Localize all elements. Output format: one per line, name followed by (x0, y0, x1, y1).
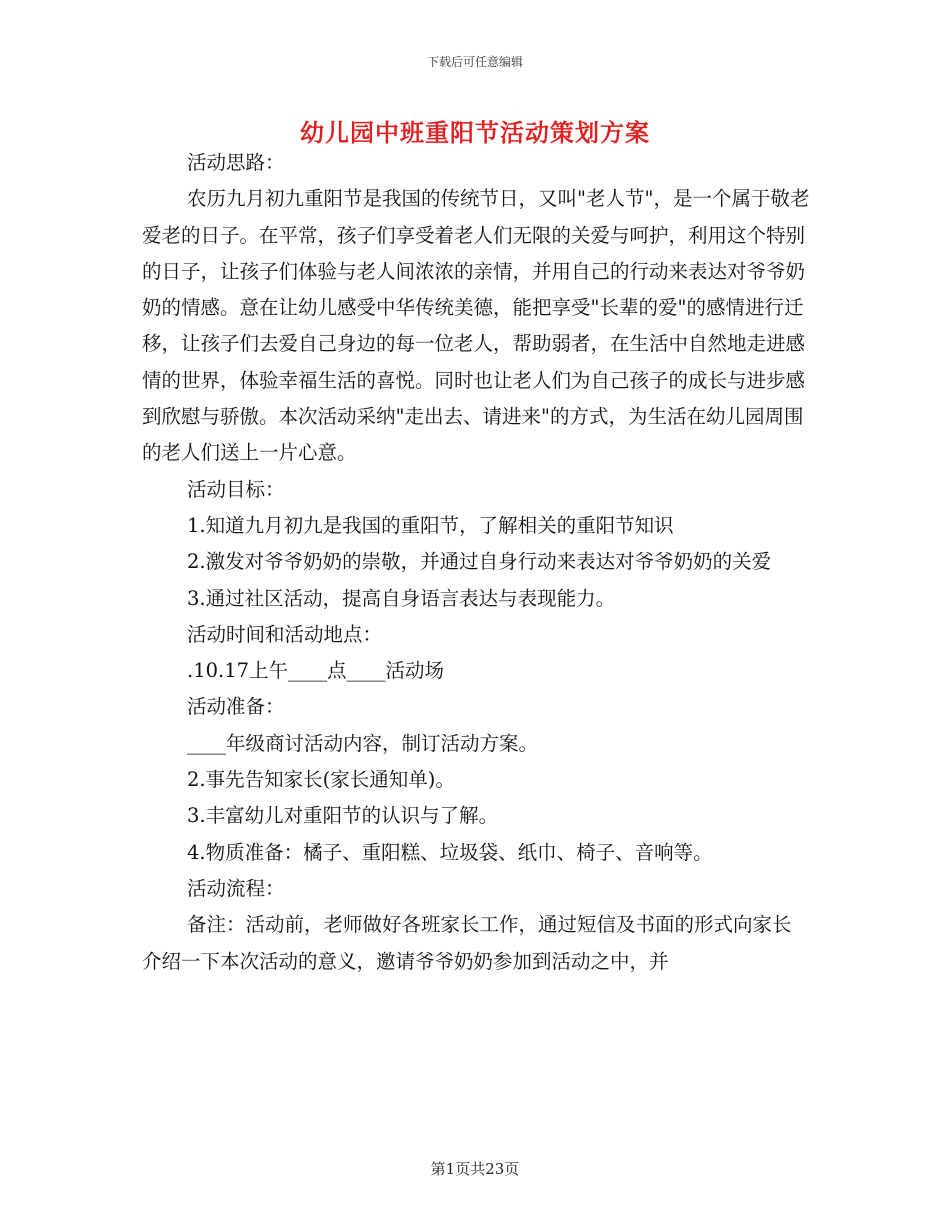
page-number: 第1页共23页 (430, 1160, 520, 1178)
goal-item-2: 2.激发对爷爷奶奶的崇敬，并通过自身行动来表达对爷爷奶奶的关爱 (187, 550, 772, 574)
prep-item-2: 2.事先告知家长(家长通知单)。 (187, 768, 455, 792)
document-title: 幼儿园中班重阳节活动策划方案 (300, 118, 650, 147)
heading-activity-idea: 活动思路： (187, 151, 285, 174)
time-place-line: .10.17上午____点____活动场 (187, 659, 445, 683)
page-header-note: 下载后可任意编辑 (426, 55, 523, 69)
prep-item-3: 3.丰富幼儿对重阳节的认识与了解。 (187, 804, 499, 828)
paragraph-activity-idea: 农历九月初九重阳节是我国的传统节日，又叫"老人节"，是一个属于敬老爱老的日子。在平常，孩子们享受着老人们无限的关爱与呵护，利用这个特别的日子，让孩子们体验与老人间浓浓的亲情，并用自己的行动来表达对爷爷奶奶的情感。意在让幼儿感受中华传统美德，能把享受"长辈的爱"的感情进行迁移，让孩子们去爱自己身边的每一位老人，帮助弱者，在生活中自然地走进感情的世界，体验幸福生活的喜悦。同时也让老人们为自己孩子的成长与进步感到欣慰与骄傲。本次活动采纳"走出去、请进来"的方式，为生活在幼儿园周围的老人们送上一片心意。 (142, 187, 810, 465)
goal-item-3: 3.通过社区活动，提高自身语言表达与表现能力。 (187, 586, 616, 610)
goal-item-1: 1.知道九月初九是我国的重阳节，了解相关的重阳节知识 (187, 513, 674, 537)
heading-preparation: 活动准备： (187, 695, 285, 719)
prep-item-4: 4.物质准备：橘子、重阳糕、垃圾袋、纸巾、椅子、音响等。 (187, 840, 713, 864)
prep-item-1: ____年级商讨活动内容，制订活动方案。 (187, 731, 539, 755)
paragraph-remarks: 备注：活动前，老师做好各班家长工作，通过短信及书面的形式向家长介绍一下本次活动的意义，邀请爷爷奶奶参加到活动之中，并 (142, 913, 792, 973)
heading-time-place: 活动时间和活动地点： (187, 622, 383, 646)
document-body (142, 145, 810, 980)
heading-activity-goals: 活动目标： (187, 477, 285, 501)
heading-activity-flow: 活动流程： (187, 876, 285, 900)
